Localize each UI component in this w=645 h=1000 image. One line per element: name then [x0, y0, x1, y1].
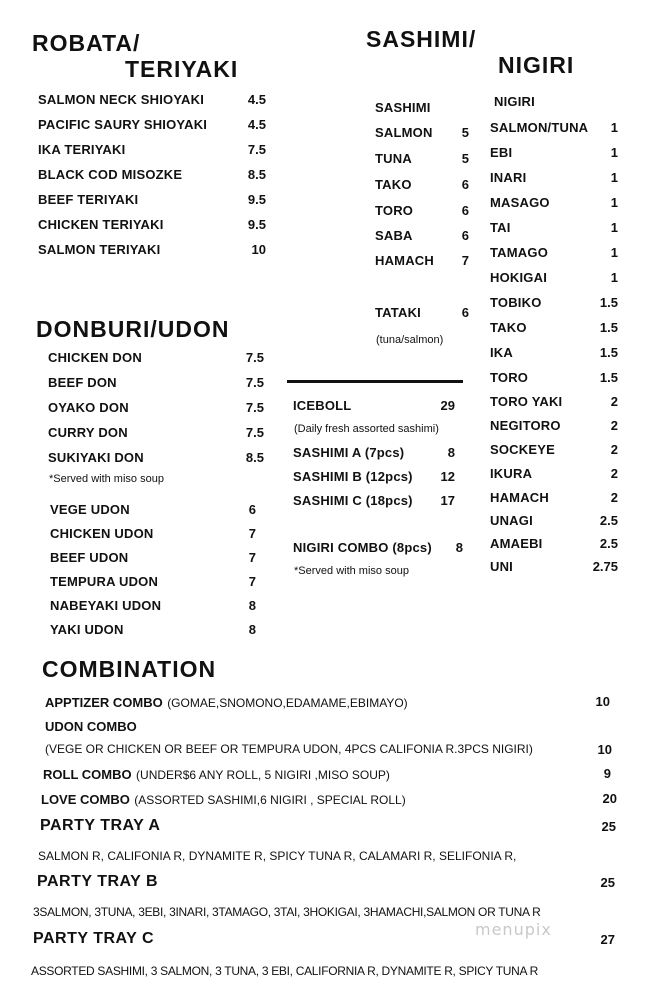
- menu-item-price: 1: [610, 270, 618, 285]
- menu-item: [490, 145, 618, 170]
- menu-item: [490, 536, 618, 559]
- menu-item: [48, 350, 264, 375]
- menu-item-name: SALMON TERIYAKI: [38, 242, 161, 257]
- menu-item-name: SOCKEYE: [490, 442, 555, 457]
- menu-item-name: IKURA: [490, 466, 533, 481]
- menu-item-name: SALMON: [375, 125, 433, 140]
- menu-item: [490, 559, 618, 582]
- menu-item-price: 1.5: [599, 320, 618, 335]
- menu-item-price: 8.5: [247, 167, 266, 182]
- menu-item: [490, 513, 618, 536]
- robata-title-line2: TERIYAKI: [125, 56, 239, 82]
- menu-item: [293, 493, 455, 517]
- party-tray-name: PARTY TRAY C: [33, 930, 154, 947]
- menu-item-name: NABEYAKI UDON: [50, 598, 162, 613]
- combo-price: 9: [603, 766, 611, 781]
- menu-item-price: 4.5: [247, 117, 266, 132]
- menu-item: [293, 445, 455, 469]
- menu-item: [490, 270, 618, 295]
- combo-desc: (GOMAE,SNOMONO,EDAMAME,EBIMAYO): [167, 696, 408, 710]
- sashimi-title-line1: SASHIMI/: [366, 26, 477, 52]
- menu-item-name: HOKIGAI: [490, 270, 548, 285]
- menu-item: [490, 394, 618, 418]
- menu-item-name: SASHIMI C (18pcs): [293, 493, 413, 508]
- party-tray-name: PARTY TRAY A: [40, 817, 161, 834]
- iceboll-note: (Daily fresh assorted sashimi): [294, 423, 439, 435]
- menu-item-name: YAKI UDON: [50, 622, 124, 637]
- sashimi-list: [375, 125, 469, 278]
- menu-item-name: SALMON/TUNA: [490, 120, 589, 135]
- menu-item-name: TAKO: [490, 320, 527, 335]
- menu-item-price: 6: [461, 228, 469, 243]
- menu-item-name: UNAGI: [490, 513, 533, 528]
- menu-item-price: 8: [248, 598, 256, 613]
- party-tray-name: PARTY TRAY B: [37, 873, 158, 890]
- menu-item-name: HAMACH: [490, 490, 549, 505]
- menu-item-price: 6: [461, 177, 469, 192]
- menu-item-price: 7.5: [245, 350, 264, 365]
- menu-item-name: SABA: [375, 228, 413, 243]
- menu-item: [490, 195, 618, 220]
- section-divider: [287, 380, 463, 383]
- menu-item-price: 7.5: [245, 425, 264, 440]
- tataki-note: (tuna/salmon): [376, 334, 444, 346]
- udon-list: [50, 502, 256, 646]
- combo-desc: (UNDER$6 ANY ROLL, 5 NIGIRI ,MISO SOUP): [136, 768, 390, 782]
- donburi-note: *Served with miso soup: [49, 473, 164, 485]
- menu-item-price: 1: [610, 195, 618, 210]
- menu-item: [490, 220, 618, 245]
- menu-item-name: CHICKEN UDON: [50, 526, 154, 541]
- party-tray-a-desc: SALMON R, CALIFONIA R, DYNAMITE R, SPICY TUNA R, CALAMARI R, SELIFONIA R,: [38, 849, 517, 863]
- menu-item: [50, 526, 256, 550]
- menu-item: [490, 466, 618, 490]
- combo-price: 10: [595, 694, 610, 709]
- menu-item-price: 5: [461, 151, 469, 166]
- menu-item: [375, 177, 469, 203]
- menu-item: [48, 425, 264, 450]
- menu-item: [50, 598, 256, 622]
- menu-item-name: HAMACH: [375, 253, 434, 268]
- apptizer-combo: [45, 694, 610, 712]
- sashimi-title-line2: NIGIRI: [498, 52, 575, 78]
- menu-item-name: TUNA: [375, 151, 412, 166]
- menu-item: [293, 469, 455, 493]
- menu-item-name: CHICKEN TERIYAKI: [38, 217, 164, 232]
- menu-item-price: 17: [440, 493, 455, 508]
- menu-item: [490, 245, 618, 270]
- combo-desc: (ASSORTED SASHIMI,6 NIGIRI , SPECIAL ROLL): [134, 793, 406, 807]
- menu-item-name: OYAKO DON: [48, 400, 129, 415]
- combo-name: ROLL COMBO: [43, 767, 132, 782]
- menu-item-price: 1.5: [599, 345, 618, 360]
- robata-title-line1: ROBATA/: [32, 30, 141, 56]
- menu-item: [490, 120, 618, 145]
- menu-item: [48, 375, 264, 400]
- menu-item-name: UNI: [490, 559, 513, 574]
- menu-item: [490, 442, 618, 466]
- party-tray-price: 25: [600, 875, 615, 890]
- party-tray-b: [37, 873, 615, 893]
- menu-item-name: CURRY DON: [48, 425, 128, 440]
- menu-item: [38, 92, 266, 117]
- menu-item-name: SASHIMI A (7pcs): [293, 445, 405, 460]
- menu-item-name: IKA TERIYAKI: [38, 142, 126, 157]
- sashimi-header: SASHIMI: [375, 100, 431, 115]
- menu-item-price: 8: [447, 445, 455, 460]
- party-tray-price: 27: [600, 932, 615, 947]
- menu-item-price: 7.5: [247, 142, 266, 157]
- menu-item-name: TATAKI: [375, 305, 421, 320]
- donburi-title: DONBURI/UDON: [36, 316, 230, 342]
- menu-item-price: 7.5: [245, 375, 264, 390]
- menu-item-name: INARI: [490, 170, 527, 185]
- nigiri-combo-note: *Served with miso soup: [294, 565, 409, 577]
- menu-item: [375, 125, 469, 151]
- iceboll-item: [293, 398, 455, 416]
- menu-item: [38, 242, 266, 267]
- menu-item-price: 2: [610, 418, 618, 433]
- udon-combo: [45, 742, 612, 760]
- robata-list: [38, 92, 266, 267]
- combo-name: APPTIZER COMBO: [45, 695, 163, 710]
- combo-price: 20: [602, 791, 617, 806]
- nigiri-header: NIGIRI: [494, 94, 535, 109]
- menu-item-price: 10: [251, 242, 266, 257]
- menu-item-name: BLACK COD MISOZKE: [38, 167, 183, 182]
- menu-item-name: TAI: [490, 220, 511, 235]
- menu-item-price: 6: [461, 203, 469, 218]
- menu-item-price: 8.5: [245, 450, 264, 465]
- nigiri-list: [490, 120, 618, 582]
- party-tray-c-desc: ASSORTED SASHIMI, 3 SALMON, 3 TUNA, 3 EBI, CALIFORNIA R, DYNAMITE R, SPICY TUNA R: [31, 964, 538, 978]
- menu-item-price: 9.5: [247, 217, 266, 232]
- menu-item: [490, 345, 618, 370]
- menu-item-name: TEMPURA UDON: [50, 574, 159, 589]
- menu-item-price: 12: [440, 469, 455, 484]
- menu-item-name: ICEBOLL: [293, 398, 352, 413]
- menu-item-name: TORO YAKI: [490, 394, 563, 409]
- menu-item: [375, 203, 469, 228]
- menu-item: [50, 550, 256, 574]
- menu-item: [490, 370, 618, 394]
- menu-item: [48, 450, 264, 472]
- menu-item: [38, 167, 266, 192]
- udon-combo-name: UDON COMBO: [45, 719, 137, 734]
- menu-item: [38, 217, 266, 242]
- menu-item-price: 1: [610, 245, 618, 260]
- menu-item-name: TAKO: [375, 177, 412, 192]
- menu-item: [38, 142, 266, 167]
- menu-item-name: TORO: [490, 370, 529, 385]
- menu-item-name: TAMAGO: [490, 245, 549, 260]
- menu-item-name: SASHIMI B (12pcs): [293, 469, 413, 484]
- menu-item: [38, 117, 266, 142]
- love-combo: [41, 791, 617, 809]
- menu-item-name: EBI: [490, 145, 513, 160]
- menu-item-name: NIGIRI COMBO (8pcs): [293, 540, 432, 555]
- menu-item: [490, 295, 618, 320]
- combination-title: COMBINATION: [42, 656, 217, 682]
- menu-item-price: 1: [610, 170, 618, 185]
- menu-item-price: 1.5: [599, 370, 618, 385]
- tataki-item: [375, 305, 469, 323]
- menu-item: [50, 574, 256, 598]
- menu-item-name: VEGE UDON: [50, 502, 130, 517]
- menu-item-price: 8: [248, 622, 256, 637]
- sashimi-sets: [293, 445, 455, 517]
- menu-item: [38, 192, 266, 217]
- menu-item-name: CHICKEN DON: [48, 350, 142, 365]
- menu-item-price: 5: [461, 125, 469, 140]
- menu-item-name: BEEF DON: [48, 375, 117, 390]
- menu-item: [375, 151, 469, 177]
- donburi-list: [48, 350, 264, 472]
- menu-item: [490, 490, 618, 513]
- party-tray-b-desc: 3SALMON, 3TUNA, 3EBI, 3INARI, 3TAMAGO, 3TAI, 3HOKIGAI, 3HAMACHI,SALMON OR TUNA R: [33, 905, 541, 919]
- menu-item-name: SUKIYAKI DON: [48, 450, 144, 465]
- combo-price: 10: [597, 742, 612, 757]
- menu-item-name: SALMON NECK SHIOYAKI: [38, 92, 205, 107]
- menu-item-price: 2: [610, 394, 618, 409]
- menu-item-price: 2: [610, 442, 618, 457]
- menu-item: [490, 320, 618, 345]
- menu-item-price: 2: [610, 466, 618, 481]
- menu-item-name: BEEF UDON: [50, 550, 129, 565]
- menu-item-name: BEEF TERIYAKI: [38, 192, 139, 207]
- party-tray-a: [40, 817, 616, 837]
- menu-item-price: 7: [248, 574, 256, 589]
- combo-name: LOVE COMBO: [41, 792, 130, 807]
- menu-item-name: TOBIKO: [490, 295, 542, 310]
- roll-combo: [43, 766, 611, 784]
- menu-item-price: 29: [440, 398, 455, 413]
- menu-item-name: AMAEBI: [490, 536, 543, 551]
- menu-item-price: 1.5: [599, 295, 618, 310]
- menu-item-price: 1: [610, 145, 618, 160]
- menu-item-name: NEGITORO: [490, 418, 561, 433]
- menu-item-name: IKA: [490, 345, 513, 360]
- menu-item: [48, 400, 264, 425]
- menu-item: [490, 170, 618, 195]
- menu-item-price: 7: [461, 253, 469, 268]
- menu-item-price: 2.5: [599, 513, 618, 528]
- menu-item: [50, 502, 256, 526]
- menu-item-price: 2.5: [599, 536, 618, 551]
- menu-item: [375, 228, 469, 253]
- nigiri-combo-item: [293, 540, 463, 558]
- party-tray-price: 25: [601, 819, 616, 834]
- menu-item: [50, 622, 256, 646]
- combo-desc: (VEGE OR CHICKEN OR BEEF OR TEMPURA UDON, 4PCS CALIFONIA R.3PCS NIGIRI): [45, 742, 533, 756]
- menu-item-price: 6: [461, 305, 469, 320]
- watermark-logo: menupix: [475, 920, 552, 939]
- menu-item-price: 6: [248, 502, 256, 517]
- menu-item-name: PACIFIC SAURY SHIOYAKI: [38, 117, 208, 132]
- menu-item-price: 7: [248, 526, 256, 541]
- menu-item-price: 4.5: [247, 92, 266, 107]
- menu-item-price: 9.5: [247, 192, 266, 207]
- menu-item-price: 1: [610, 220, 618, 235]
- menu-item-price: 1: [610, 120, 618, 135]
- menu-item: [375, 253, 469, 278]
- menu-item-price: 2: [610, 490, 618, 505]
- menu-item-price: 7: [248, 550, 256, 565]
- menu-item-name: MASAGO: [490, 195, 550, 210]
- menu-item-name: TORO: [375, 203, 414, 218]
- menu-item-price: 7.5: [245, 400, 264, 415]
- menu-item: [490, 418, 618, 442]
- menu-item-price: 8: [455, 540, 463, 555]
- menu-item-price: 2.75: [592, 559, 618, 574]
